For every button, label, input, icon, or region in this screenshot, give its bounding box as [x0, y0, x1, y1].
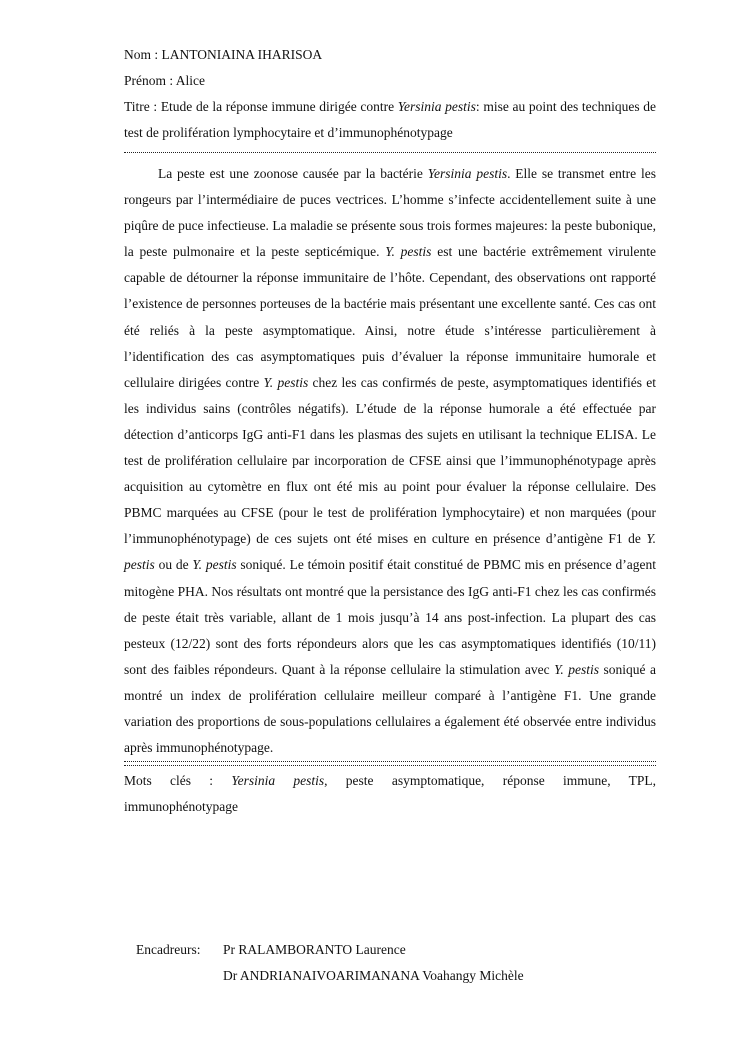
keywords-label: Mots clés : [124, 773, 214, 789]
dotted-separator-top [124, 152, 656, 153]
abstract-s3-species: Y. pestis [263, 374, 309, 390]
abstract-s6-species: Y. pestis [554, 661, 599, 677]
abstract-s4-species: Y. pestis [124, 531, 656, 573]
nom-label: Nom : [124, 47, 159, 62]
abstract-s3: est une bactérie extrêmement virulente capable de détourner la réponse immunitaire de l’hôte. Cependant, des observations ont rapporté l’existence de personnes porteuses de la bactérie mais présentant une excellente santé. Ces cas ont été reliés à la peste asymptomatique. Ainsi, notre étude s’intéresse particulièrement à l’identification des cas asymptomatiques puis d’évaluer la réponse immunitaire humorale et cellulaire dirigées contre [124, 244, 656, 390]
keywords-species: Yersinia pestis [231, 773, 325, 789]
keywords-rest1: , peste asymptomatique, réponse immune, TPL, [324, 773, 657, 789]
supervisors-label: Encadreurs: [136, 942, 201, 957]
abstract-s6: soniqué. Le témoin positif était constitué de PBMC mis en présence d’agent mitogène PHA. Nos résultats ont montré que la persistance des IgG anti-F1 chez les cas confirmés de peste était très variable, allant de 1 mois jusqu’à 14 ans post-infection. La plupart des cas pesteux (12/22) sont des forts répondeurs alors que les cas asymptomatiques identifiés (10/11) sont des faibles répondeurs. Quant à la réponse cellulaire la stimulation avec [124, 557, 656, 677]
titre-part1: Etude de la réponse immune dirigée contre [160, 99, 395, 114]
abstract-s1-species: Yersinia pestis [427, 166, 508, 181]
supervisors-row1 [136, 937, 656, 963]
prenom-line [124, 68, 656, 94]
supervisor-name-2: Dr ANDRIANAIVOARIMANANA Voahangy Michèle [223, 968, 524, 983]
prenom-value: Alice [175, 73, 206, 88]
nom-line [124, 42, 656, 68]
abstract-s7: soniqué a montré un index de prolifération cellulaire meilleur comparé à l’antigène F1. Une grande variation des proportions de sous-populations cellulaires a également été observée entre individus après immunophénotypage. [124, 661, 656, 756]
abstract-s2: . Elle se transmet entre les rongeurs par l’intermédiaire de puces vectrices. L’homme s’infecte accidentellement suite à une piqûre de puce infectieuse. La maladie se présente sous trois formes majeures: la peste bubonique, la peste pulmonaire et la peste septicémique. [124, 166, 656, 260]
titre-part2: : mise au point des techniques de test de prolifération lymphocytaire et d’immunophénotypage [124, 99, 656, 140]
abstract-s2-species: Y. pestis [385, 244, 432, 260]
abstract-s1: La peste est une zoonose causée par la bactérie [158, 166, 428, 181]
keywords [124, 768, 656, 820]
titre-block [124, 94, 656, 146]
prenom-label: Prénom : [124, 73, 174, 88]
document-page [124, 42, 656, 820]
abstract-s5: ou de [154, 557, 193, 573]
abstract-s5-species: Y. pestis [192, 557, 237, 573]
supervisors-row2 [136, 963, 656, 989]
dotted-separator-bottom [124, 761, 656, 766]
abstract [124, 161, 656, 761]
titre-label: Titre : [124, 99, 158, 114]
keywords-rest2: immunophénotypage [124, 799, 238, 815]
abstract-s4: chez les cas confirmés de peste, asymptomatiques identifiés et les individus sains (contrôles négatifs). L’étude de la réponse humorale a été effectuée par détection d’anticorps IgG anti-F1 dans les plasmas des sujets en utilisant la technique ELISA. Le test de prolifération cellulaire par incorporation de CFSE ainsi que l’immunophénotypage après acquisition au cytomètre en flux ont été mis au point pour évaluer la réponse cellulaire. Des PBMC marquées au CFSE (pour le test de prolifération lymphocytaire) et non marquées (pour l’immunophénotypage) de ces sujets ont été mises en culture en présence d’antigène F1 de [124, 374, 656, 547]
titre-species: Yersinia pestis [397, 99, 476, 114]
keywords-line1 [124, 768, 656, 794]
abstract-paragraph [124, 161, 656, 761]
nom-value: LANTONIAINA IHARISOA [161, 47, 323, 62]
supervisor-name-1: Pr RALAMBORANTO Laurence [223, 942, 406, 957]
supervisors [136, 937, 656, 989]
